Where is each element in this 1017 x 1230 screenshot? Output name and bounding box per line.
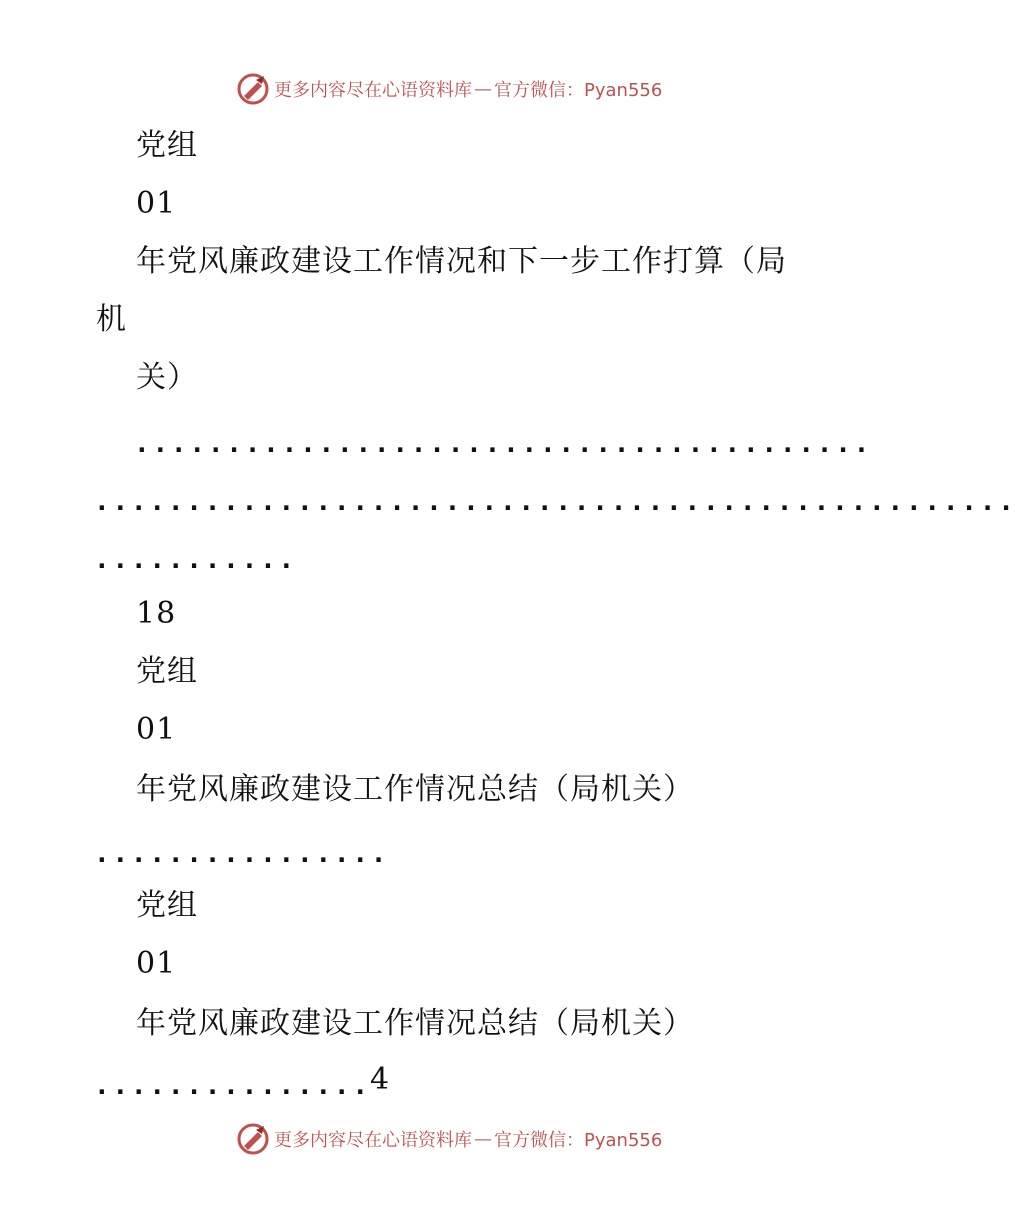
toc-page-number-3: 4 xyxy=(370,1062,391,1097)
toc-leader-dots-1a: ........................................ xyxy=(134,429,873,459)
watermark-contact: 官方微信：Pyan556 xyxy=(494,1130,663,1151)
footer-watermark xyxy=(236,1122,662,1156)
toc-line-title-1-cont: 机 xyxy=(96,302,127,337)
watermark-text: 更多内容尽在心语资料库 xyxy=(274,1130,472,1151)
watermark-contact: 官方微信：Pyan556 xyxy=(494,80,663,101)
pen-logo-icon xyxy=(236,1122,270,1156)
toc-line-title-3: 年党风廉政建设工作情况总结（局机关） xyxy=(136,1006,694,1041)
toc-page-number-1: 18 xyxy=(136,596,177,631)
watermark-dash: — xyxy=(474,1128,492,1150)
toc-line-year-1: 01 xyxy=(136,186,177,221)
toc-leader-dots-3: ............... xyxy=(94,1071,371,1101)
toc-line-dangzu-1: 党组 xyxy=(136,128,198,163)
toc-leader-dots-2: ................ xyxy=(94,839,390,869)
watermark-dash: — xyxy=(474,78,492,100)
pen-logo-icon xyxy=(236,72,270,106)
toc-leader-dots-1c: ........... xyxy=(94,545,297,575)
toc-leader-dots-1b: .................................................. xyxy=(94,487,1017,517)
toc-line-dangzu-3: 党组 xyxy=(136,888,198,923)
toc-line-title-1: 年党风廉政建设工作情况和下一步工作打算（局 xyxy=(136,244,787,279)
toc-line-title-1-end: 关） xyxy=(136,360,198,395)
header-watermark xyxy=(236,72,662,106)
watermark-text: 更多内容尽在心语资料库 xyxy=(274,80,472,101)
toc-line-year-3: 01 xyxy=(136,946,177,981)
toc-line-title-2: 年党风廉政建设工作情况总结（局机关） xyxy=(136,772,694,807)
toc-line-dangzu-2: 党组 xyxy=(136,654,198,689)
toc-line-year-2: 01 xyxy=(136,712,177,747)
